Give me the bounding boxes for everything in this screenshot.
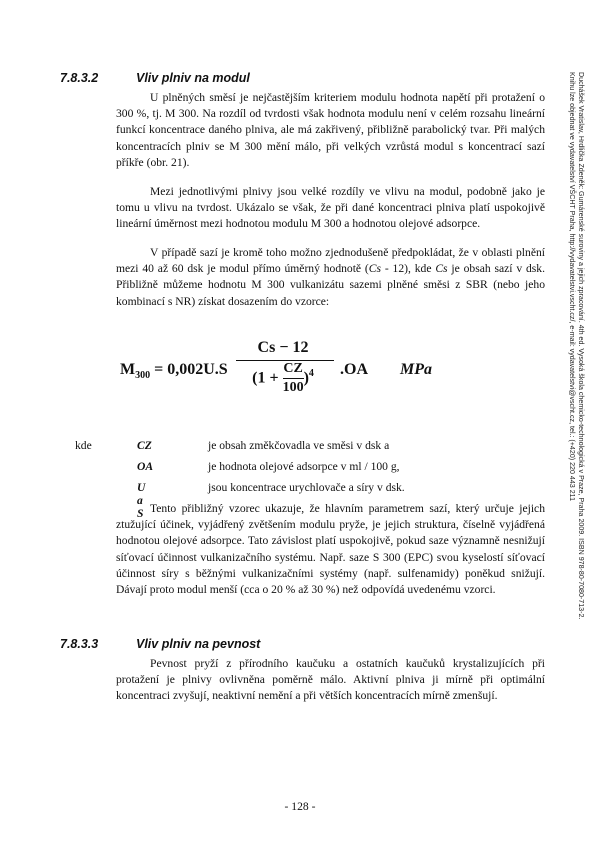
formula-denominator: (1 + $\frac{CZ}{100}$ )$^4$ <box>252 361 314 396</box>
formula-unit: MPa <box>400 361 432 378</box>
copyright-sidenote <box>567 72 585 619</box>
paragraph-structure: Tento přibližný vzorec ukazuje, že hlavním parametrem sazí, který určuje jejich ztužující účinek, vyjádřený zvětšením modulu pryže, je jejich struktura, číselně vyjádřená hodnotou olejové adsorpce. Tato závislost platí uspokojivě, pokud saze významně nesnižují síťovací účinnost vulkanizačního systému. Např. saze S 300 (EPC) svou kyselostí síťovací účinnost síry s běžnými vulkanizačními systémy (např. sulfenamidy) poněkud snižují. Dávají proto modul menší (cca o 20 % až 30 %) než odpovídá uvedenému vzorci. <box>116 502 545 597</box>
legend-description: je hodnota olejové adsorpce v ml / 100 g, <box>208 460 400 473</box>
legend-description: je obsah změkčovadla ve směsi v dsk a <box>208 439 390 452</box>
formula-lhs: $M_{300} = 0,002U.S$ <box>120 361 228 382</box>
section-number: 7.8.3.2 <box>60 71 99 85</box>
page-number: - 128 - <box>284 800 316 813</box>
legend-symbol: CZ <box>137 439 152 452</box>
legend-description: jsou koncentrace urychlovače a síry v dsk. <box>208 481 405 494</box>
formula-numerator: Cs − 12 <box>257 339 309 356</box>
legend-symbol: OA <box>137 460 154 473</box>
paragraph-filler-differences: Mezi jednotlivými plnivy jsou velké rozdíly ve vlivu na modul, podobně jako je tomu u vlivu na tvrdost. Ukázalo se však, že při dané koncentraci plniva platí uspokojivě lineární úměrnost mezi hodnotou modulu M 300 a hodnotou olejové adsorpce. <box>116 185 545 231</box>
paragraph-carbon-black: V případě sazí je kromě toho možno zjednodušeně předpokládat, že v oblasti plnění mezi 40 až 60 dsk je modul přímo úměrný hodnotě (Cs - 12), kde Cs je obsah sazí v dsk. Přibližně můžeme hodnotu M 300 vulkanizátu sazemi plněné směsi z SBR (nebo jeho kombinací s NR) získat dosazením do vzorce: <box>116 246 545 308</box>
section-heading-7-8-3-2 <box>60 71 250 85</box>
formula-oa: .OA <box>340 361 368 378</box>
paragraph-modulus-intro: U plněných směsí je nejčastějším kriteriem modulu hodnota napětí při protažení o 300 %, tj. M 300. Na rozdíl od tvrdosti však hodnota modulu není v celém rozsahu lineární funkcí koncentrace daného plniva, ale má zakřivený, přibližně parabolický tvar. Při malých koncentracích plniv se M 300 mění málo, při velkých vzrůstá modul s koncentrací sazí příkře (obr. 21). <box>116 91 545 169</box>
section-number: 7.8.3.3 <box>60 637 99 651</box>
paragraph-strength: Pevnost pryží z přírodního kaučuku a ostatních kaučuků krystalizujících při protažení je plnivy ovlivněna poměrně málo. Aktivní plniva ji mírně při optimální koncentraci zvyšují, neaktivní nemění a při větších koncentracích mírně zmenšují. <box>116 657 545 703</box>
legend-symbol: U a S <box>137 481 146 520</box>
section-heading-7-8-3-3 <box>60 637 260 651</box>
sidenote-line: Knihu lze objednat ve vydavatelství VŠCHT Praha, http://vydavatelstvi.vscht.cz/, e-mail: vydavatelstvi@vscht.cz, tel.: (+420) 220 443 211 <box>568 72 576 502</box>
section-title: Vliv plniv na modul <box>136 71 250 85</box>
section-title: Vliv plniv na pevnost <box>136 637 261 651</box>
legend-kde: kde <box>75 439 92 452</box>
sidenote-line: Duchášek Vratislav, Hrdlička Zdeněk: Gumárenské suroviny a jejich zpracování. 4th ed. Vysoká škola chemicko-technologická v Praze, Praha 2009. ISBN 978-80-7080-713-2. <box>577 72 585 620</box>
modulus-formula <box>120 337 540 417</box>
